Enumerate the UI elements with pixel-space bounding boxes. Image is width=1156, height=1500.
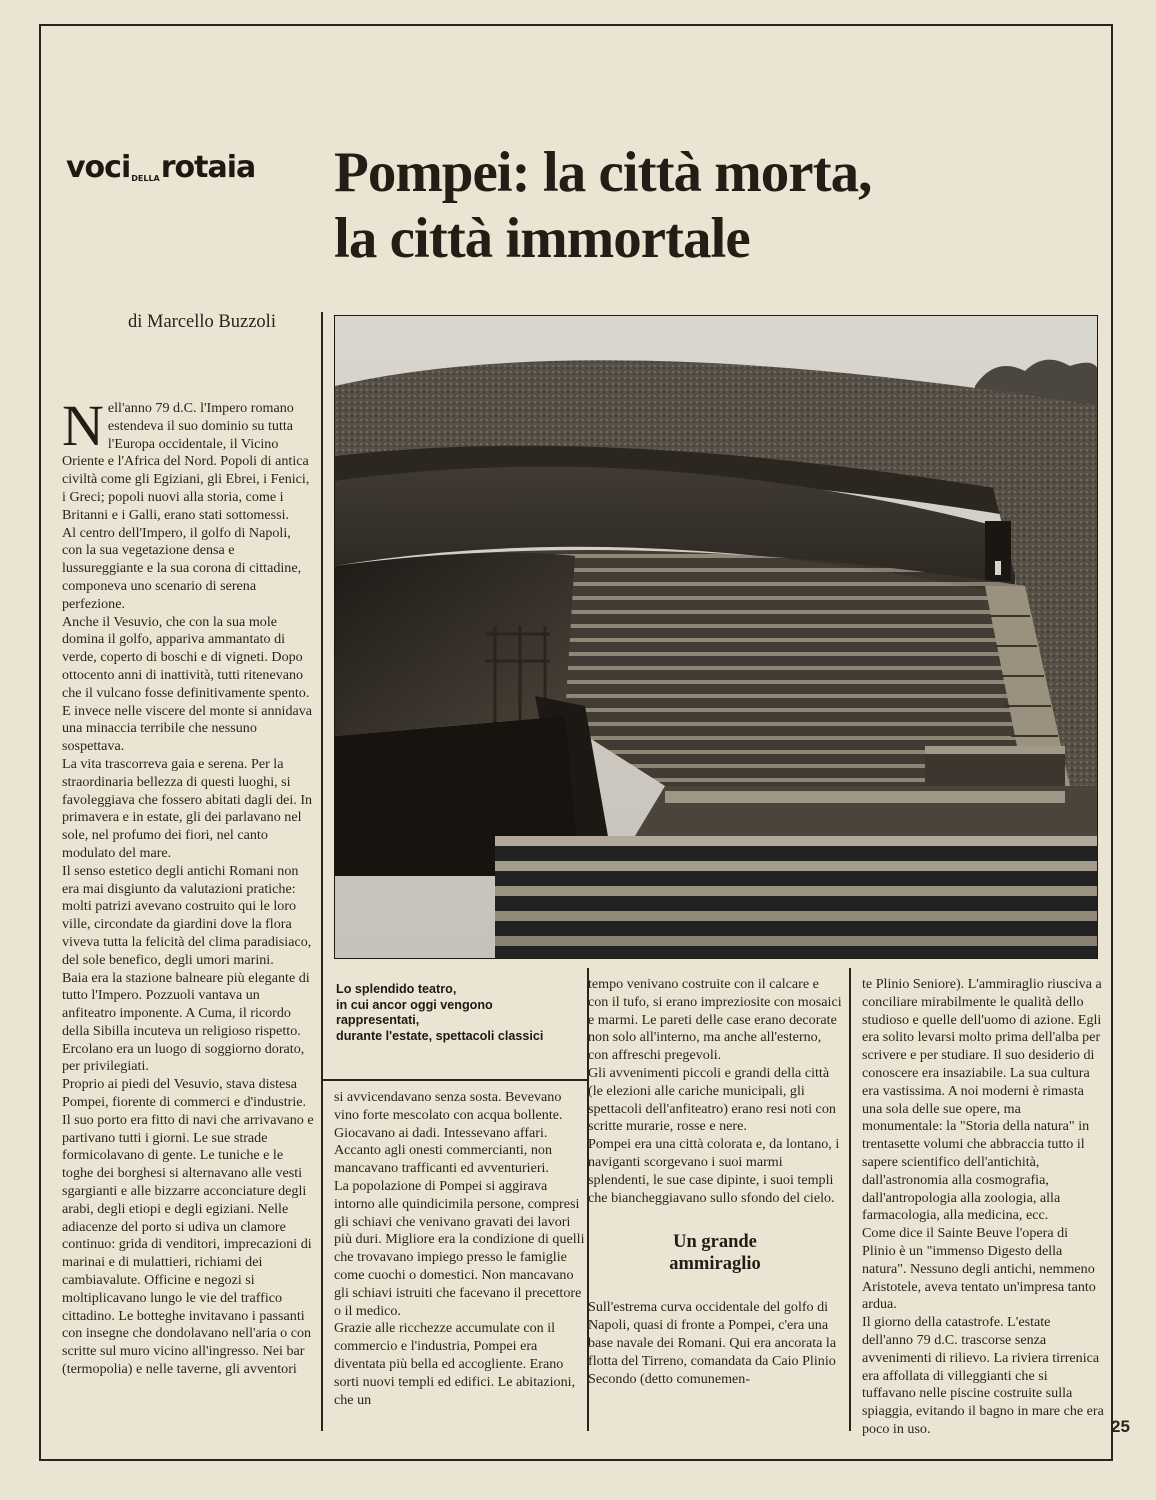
title-line: la città immortale: [334, 207, 750, 270]
logo-word: voci: [66, 150, 131, 185]
photo-caption: [336, 982, 584, 1044]
logo-word: rotaia: [160, 150, 256, 185]
magazine-logo: [66, 150, 296, 200]
paragraph: Sull'estrema curva occidentale del golfo di Napoli, quasi di fronte a Pompei, c'era una base navale dei Romani. Qui era ancorata la flotta del Tirreno, comandata da Caio Plinio Secondo (detto comunemen-: [588, 1299, 837, 1387]
drop-cap: N: [62, 393, 104, 458]
paragraph: Baia era la stazione balneare più elegante di tutto l'Impero. Pozzuoli vantava un anfiteatro imponente. A Cuma, il ricordo della Sibilla incuteva un religioso rispetto. Ercolano era un luogo di soggiorno dorato, per privilegiati.: [62, 969, 310, 1075]
caption-line: in cui ancor oggi vengono: [336, 997, 493, 1012]
section-subhead: [588, 1231, 842, 1275]
paragraph: La popolazione di Pompei si aggirava intorno alle quindicimila persone, compresi gli schiavi che venivano gravati dei lavori più duri. Migliore era la condizione di quelli che trovavano impiego presso le famiglie come cuochi o domestici. Non mancavano gli schiavi istruiti che facevano il precettore o il medico.: [334, 1177, 585, 1319]
column-rule: [849, 968, 851, 1431]
paragraph: Il giorno della catastrofe. L'estate dell'anno 79 d.C. trascorse senza avvenimenti di rilievo. La riviera tirrenica era affollata di villeggianti che si tuffavano nelle piscine costruite sulla spiaggia, evitando il bagno in mare che era poco in uso.: [862, 1314, 1104, 1437]
paragraph: Il senso estetico degli antichi Romani non era mai disgiunto da valutazioni pratiche: molti patrizi avevano costruito qui le loro ville, circondate da giardini dove la flora viveva tutta la felicità del clima paradisiaco, del sole benefico, degli umori marini.: [62, 862, 312, 968]
title-line: Pompei: la città morta,: [334, 141, 872, 204]
paragraph: La vita trascorreva gaia e serena. Per la straordinaria bellezza di questi luoghi, si favoleggiava che fossero abitati dagli dei. In primavera e in estate, gli dei parlavano nel sole, nel profumo dei fiori, nel canto modulato del mare.: [62, 755, 313, 861]
paragraph: Al centro dell'Impero, il golfo di Napoli, con la sua vegetazione densa e lussureggiante e la sua corona di cittadine, componeva uno scenario di serena perfezione.: [62, 524, 302, 612]
column-rule: [321, 312, 323, 1431]
article-column-3: [588, 976, 842, 1388]
caption-rule: [322, 1079, 588, 1081]
theatre-photo: [334, 315, 1098, 959]
paragraph: Proprio ai piedi del Vesuvio, stava distesa Pompei, fiorente di commerci e d'industrie. Il suo porto era fitto di navi che arrivavano e partivano tutti i giorni. Le sue strade formicolavano di gente. Le tuniche e le toghe dei borghesi si alternavano alle vesti sgargianti e alle bizzarre acconciature degli arabi, degli etiopi e degli egiziani. Nelle adiacenze del porto si udiva un clamore continuo: grida di venditori, imprecazioni di marinai e di mulattieri, richiami dei cambiavalute. Officine e negozi si moltiplicavano lungo le vie del traffico cittadino. Le botteghe invitavano i passanti con insegne che dondolavano nell'aria o con scritte sul muro vicino all'ingresso. Nei bar (termopolia) e nelle taverne, gli avventori: [62, 1076, 314, 1378]
paragraph: Grazie alle ricchezze accumulate con il commercio e l'industria, Pompei era diventata più bella ed accogliente. Erano sorti nuovi templi ed edifici. Le abitazioni, che un: [334, 1320, 576, 1408]
subhead-line: Un grande: [673, 1232, 757, 1253]
paragraph: Anche il Vesuvio, che con la sua mole domina il golfo, appariva ammantato di verde, coperto di boschi e di vigneti. Dopo ottocento anni di inattività, tutti ritenevano che il vulcano fosse definitivamente spento. E invece nelle viscere del monte si annidava una minaccia terribile che nessuno sospettava.: [62, 613, 313, 755]
paragraph: Gli avvenimenti piccoli e grandi della città (le elezioni alle cariche municipali, gli spettacoli dell'anfiteatro) erano resi noti con scritte murarie, rosse e nere.: [588, 1064, 836, 1135]
paragraph: Come dice il Sainte Beuve l'opera di Plinio è un "immenso Digesto della natura". Nessuno degli antichi, nemmeno Aristotele, aveva tentato un'impresa tanto ardua.: [862, 1225, 1096, 1313]
byline: di Marcello Buzzoli: [128, 312, 276, 332]
caption-line: Lo splendido teatro,: [336, 982, 457, 996]
article-column-4: [862, 976, 1104, 1439]
logo-word: DELLA: [131, 174, 160, 183]
page-number: 25: [1111, 1417, 1130, 1436]
article-column-2: [334, 1089, 586, 1409]
paragraph: si avvicendavano senza sosta. Bevevano vino forte mescolato con acqua bollente. Giocavano ai dadi. Intessevano affari. Accanto agli onesti commercianti, non mancavano trafficanti ed avventurieri.: [334, 1089, 563, 1177]
paragraph: tempo venivano costruite con il calcare e con il tufo, si erano impreziosite con mosaici e marmi. Le pareti delle case erano decorate non solo all'interno, ma anche all'esterno, con affreschi pregevoli.: [588, 976, 842, 1064]
paragraph: te Plinio Seniore). L'ammiraglio riusciva a conciliare mirabilmente le qualità dello studioso e quelle dell'uomo di azione. Egli era solito levarsi molto prima dell'alba per scrivere e per studiare. Il suo desiderio di conoscere era insaziabile. La sua cultura era vastissima. A noi moderni è rimasta una sola delle sue opere, ma monumentale: la "Storia della natura" in trentasette volumi che abbraccia tutto il sapere scientifico dell'antichità, dall'astronomia alla cosmografia, dall'antropologia alla zoologia, alla farmacologia, alla medicina, ecc.: [862, 976, 1102, 1224]
article-column-1: [62, 393, 314, 1379]
paragraph: Pompei era una città colorata e, da lontano, i naviganti scorgevano i suoi marmi splendenti, le sue case dipinte, i suoi templi che biancheggiavano sullo sfondo del cielo.: [588, 1136, 840, 1206]
article-title: [334, 140, 1114, 272]
paragraph: Nell'anno 79 d.C. l'Impero romano estendeva il suo dominio su tutta l'Europa occidentale, il Vicino Oriente e l'Africa del Nord. Popoli di antica civiltà come gli Egiziani, gli Ebrei, i Fenici, i Greci; popoli nuovi alla storia, come i Britanni e i Galli, erano stati sottomessi.: [62, 393, 310, 523]
roman-theatre-photo-icon: [335, 316, 1098, 959]
caption-line: rappresentati,: [336, 1013, 420, 1027]
subhead-line: ammiraglio: [669, 1254, 761, 1275]
caption-line: durante l'estate, spettacoli classici: [336, 1028, 544, 1043]
